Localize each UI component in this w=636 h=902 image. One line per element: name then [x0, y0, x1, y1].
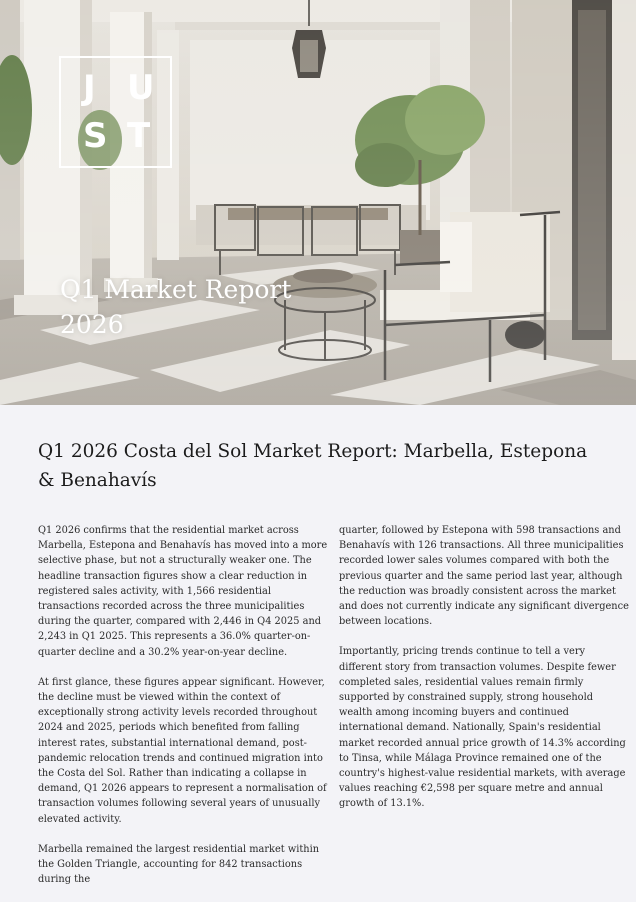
paragraph: Q1 2026 confirms that the residential market across Marbella, Estepona and Benahavís has moved into a more selective phase, but not a structurally weaker one. The headline transaction figures show a clear reduction in registered sales activity, with 1,566 residential transactions recorded across the three municipalities during the quarter, compared with 2,446 in Q4 2025 and 2,243 in Q1 2025. This represents a 36.0% quarter-on-quarter decline and a 30.2% year-on-year decline.	[38, 525, 328, 658]
article-heading: Q1 2026 Costa del Sol Market Report: Marbella, Estepona & Benahavís	[38, 441, 588, 491]
logo-letter: U	[127, 68, 155, 108]
paragraph: Importantly, pricing trends continue to tell a very different story from transaction volumes. Despite fewer completed sales, residential values remain firmly supported by constrained supply, strong household wealth among incoming buyers and continued international demand. Nationally, Spain's residential market recorded annual price growth of 14.3% according to Tinsa, while Málaga Province remained one of the country's highest-value residential markets, with average values reaching €2,598 per square metre and annual growth of 13.1%.	[339, 646, 626, 810]
text-column-right	[339, 523, 629, 827]
hero-title	[60, 272, 360, 342]
just-logo	[59, 56, 172, 168]
paragraph: At first glance, these figures appear significant. However, the decline must be viewed within the context of exceptionally strong activity levels recorded throughout 2024 and 2025, periods which benefited from falling interest rates, substantial international demand, post-pandemic relocation trends and continued migration into the Costa del Sol. Rather than indicating a collapse in demand, Q1 2026 appears to represent a normalisation of transaction volumes following several years of unusually elevated activity.	[38, 676, 327, 825]
text-column-left	[38, 523, 328, 902]
paragraph: quarter, followed by Estepona with 598 transactions and Benahavís with 126 transactions. All three municipalities recorded lower sales volumes compared with both the previous quarter and the same period last year, although the reduction was broadly consistent across the market and does not currently indicate any significant divergence between locations.	[339, 525, 629, 628]
paragraph: Marbella remained the largest residential market within the Golden Triangle, accounting for 842 transactions during the	[38, 843, 320, 886]
logo-letter: S	[83, 116, 108, 156]
hero-image	[0, 0, 636, 405]
hero-title-line: Q1 Market Report	[60, 275, 292, 304]
article-body	[0, 405, 636, 902]
logo-letter: T	[127, 116, 151, 156]
hero-title-year: 2026	[60, 310, 124, 339]
logo-letter: J	[83, 68, 96, 108]
